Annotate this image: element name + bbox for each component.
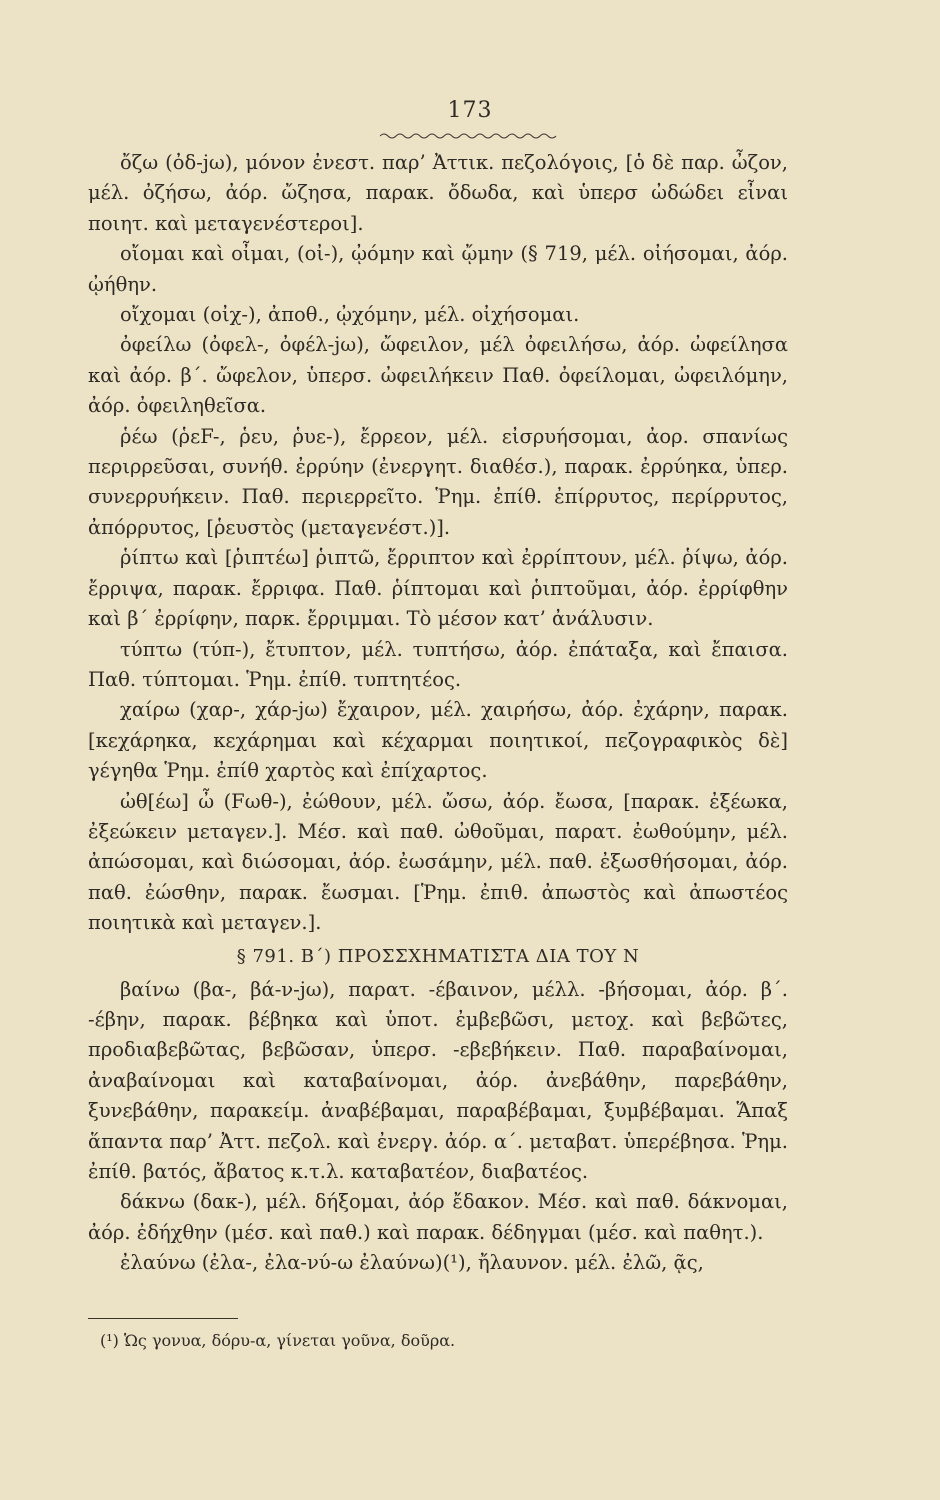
paragraph: ὄζω (ὀδ-jω), μόνον ἐνεστ. παρ’ Ἀττικ. πεζολόγοις, [ὁ δὲ παρ. ὦζον, μέλ. ὀζήσω, ἀόρ. ὤζησα, παρακ. ὄδωδα, καὶ ὑπερσ ὠδώδει εἶναι ποιητ. καὶ μεταγενέστεροι]. [88,151,788,235]
paragraph: χαίρω (χαρ-, χάρ-jω) ἔχαιρον, μέλ. χαιρήσω, ἀόρ. ἐχάρην, παρακ. [κεχάρηκα, κεχάρημαι καὶ κέχαρμαι ποιητικοί, πεζογραφικὸς δὲ] γέγηθα Ῥημ. ἐπίθ χαρτὸς καὶ ἐπίχαρτος. [88,698,788,783]
paragraph: ἐλαύνω (ἐλα-, ἐλα-νύ-ω ἐλαύνω)(¹), ἤλαυνον. μέλ. ἐλῶ, ᾷς, [120,1251,704,1275]
paragraph: ὠθ[έω] ὦ (Fωθ-), ἐώθουν, μέλ. ὤσω, ἀόρ. ἔωσα, [παρακ. ἐξέωκα, ἐξεώκειν μεταγεν.]. Μέσ. καὶ παθ. ὠθοῦμαι, παρατ. ἐωθούμην, μέλ. ἀπώσομαι, καὶ διώσομαι, ἀόρ. ἐωσάμην, μέλ. παθ. ἐξωσθήσομαι, ἀόρ. παθ. ἐώσθην, παρακ. ἔωσμαι. [Ῥημ. ἐπιθ. ἀπωστὸς καὶ ἀπωστέος ποιητικὰ καὶ μεταγεν.]. [88,789,788,935]
section-heading: § 791. Β΄) ΠΡΟΣΣΧΗΜΑΤΙΣΤΑ ΔΙΑ ΤΟΥ Ν [236,945,640,967]
footnote: (¹) Ὡς γονυα, δόρυ-α, γίνεται γοῦνα, δοῦρα. [100,1331,456,1350]
paragraph: οἴχομαι (οἰχ-), ἀποθ., ᾠχόμην, μέλ. οἰχήσομαι. [120,303,580,327]
wavy-ornament-rule [380,132,560,140]
paragraph: δάκνω (δακ-), μέλ. δήξομαι, ἀόρ ἔδακον. Μέσ. καὶ παθ. δάκνομαι, ἀόρ. ἐδήχθην (μέσ. καὶ παθ.) καὶ παρακ. δέδηγμαι (μέσ. καὶ παθητ.). [88,1190,788,1244]
paragraph: οἴομαι καὶ οἶμαι, (οἰ-), ᾠόμην καὶ ᾤμην (§ 719, μέλ. οἰήσομαι, ἀόρ. ᾠήθην. [88,242,788,296]
paragraph: ῥίπτω καὶ [ῥιπτέω] ῥιπτῶ, ἔρριπτον καὶ ἐρρίπτουν, μέλ. ῥίψω, ἀόρ. ἔρριψα, παρακ. ἔρριφα. Παθ. ῥίπτομαι καὶ ῥιπτοῦμαι, ἀόρ. ἐρρίφθην καὶ β΄ ἐρρίφην, παρκ. ἔρριμμαι. Τὸ μέσον κατ’ ἀνάλυσιν. [88,546,788,631]
paragraph: βαίνω (βα-, βά-ν-jω), παρατ. -έβαινον, μέλλ. -βήσομαι, ἀόρ. β΄. -έβην, παρακ. βέβηκα καὶ ὑποτ. ἐμβεβῶσι, μετοχ. καὶ βεβῶτες, προδιαβεβῶτας, βεβῶσαν, ὑπερσ. -εβεβήκειν. Παθ. παραβαίνομαι, ἀναβαίνομαι καὶ καταβαίνομαι, ἀόρ. ἀνεβάθην, παρεβάθην, ξυνεβάθην, παρακείμ. ἀναβέβαμαι, παραβέβαμαι, ξυμβέβαμαι. Ἅπαξ ἅπαντα παρ’ Ἀττ. πεζολ. καὶ ἐνεργ. ἀόρ. α΄. μεταβατ. ὑπερέβησα. Ῥημ. ἐπίθ. βατός, ἄβατος κ.τ.λ. καταβατέον, διαβατέος. [88,977,788,1183]
paragraph: ῥέω (ῥεF-, ῥευ, ῥυε-), ἔρρεον, μέλ. εἰσρυήσομαι, ἀορ. σπανίως περιρρεῦσαι, συνήθ. ἐρρύην (ἐνεργητ. διαθέσ.), παρακ. ἐρρύηκα, ὑπερ. συνερρυήκειν. Παθ. περιερρεῖτο. Ῥημ. ἐπίθ. ἐπίρρυτος, περίρρυτος, ἀπόρρυτος, [ῥευστὸς (μεταγενέστ.)]. [88,424,788,539]
page-body [88,148,788,1279]
paragraph: ὀφείλω (ὀφελ-, ὀφέλ-jω), ὤφειλον, μέλ ὀφειλήσω, ἀόρ. ὠφείλησα καὶ ἀόρ. β΄. ὤφελον, ὑπερσ. ὠφειλήκειν Παθ. ὀφείλομαι, ὠφειλόμην, ἀόρ. ὀφειληθεῖσα. [88,333,788,418]
paragraph: τύπτω (τύπ-), ἔτυπτον, μέλ. τυπτήσω, ἀόρ. ἐπάταξα, καὶ ἔπαισα. Παθ. τύπτομαι. Ῥημ. ἐπίθ. τυπτητέος. [88,637,788,691]
page-number: 173 [447,98,493,123]
footnote-divider [88,1318,238,1319]
